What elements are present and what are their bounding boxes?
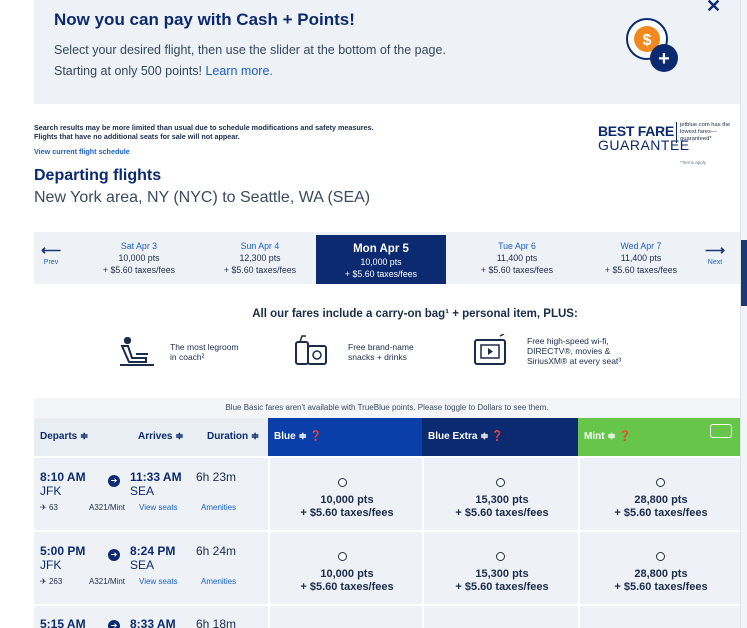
date-option-selected[interactable] — [316, 235, 446, 284]
date-label: Mon Apr 5 — [353, 243, 409, 255]
fare-points: 10,000 pts — [320, 494, 374, 506]
sort-header-group — [34, 418, 268, 456]
bfg-line-1: BEST FARE — [598, 123, 674, 139]
date-fees: + $5.60 taxes/fees — [480, 265, 554, 275]
fare-cell-mint[interactable] — [578, 532, 740, 604]
schedule-notice — [34, 123, 474, 141]
date-fees: + $5.60 taxes/fees — [223, 265, 297, 275]
mint-header-label: Mint ≑ ❓ — [584, 431, 631, 442]
bfg-terms: *Terms apply — [680, 160, 707, 165]
date-selector — [34, 232, 740, 284]
depart-time: 8:10 AM — [40, 470, 86, 484]
close-icon[interactable]: ✕ — [706, 0, 722, 16]
fare-radio[interactable] — [656, 552, 665, 561]
date-label: Tue Apr 6 — [498, 241, 536, 251]
date-pts: 10,000 pts — [360, 257, 402, 267]
plane-icon: ✈ — [40, 577, 47, 586]
fare-points: 15,300 pts — [475, 494, 529, 506]
prev-label: Prev — [43, 259, 59, 266]
fare-price — [270, 568, 424, 594]
flight-number-value: 63 — [48, 503, 58, 512]
side-tab[interactable] — [741, 240, 747, 306]
flight-number — [40, 503, 58, 512]
arrow-right-icon: ⟶ — [704, 242, 726, 258]
aircraft-type: A321/Mint — [89, 577, 126, 586]
notice-line-1: Search results may be more limited than usual due to schedule modifications and safety measures. — [34, 123, 374, 132]
arrive-time: 8:33 AM — [130, 617, 176, 628]
fare-cell-blue-extra[interactable] — [422, 532, 578, 604]
perk-legroom-line-2: in coach² — [170, 352, 205, 362]
flight-number-value: 263 — [48, 577, 63, 586]
fare-fees: + $5.60 taxes/fees — [614, 507, 708, 519]
fare-radio[interactable] — [496, 552, 505, 561]
fare-radio[interactable] — [656, 478, 665, 487]
next-label: Next — [707, 259, 723, 266]
fare-price — [270, 494, 424, 520]
view-seats-link[interactable]: View seats — [139, 503, 178, 512]
date-option[interactable] — [576, 232, 706, 284]
fare-cell-blue[interactable] — [268, 532, 422, 604]
fare-fees: + $5.60 taxes/fees — [300, 507, 394, 519]
arrive-airport: SEA — [130, 558, 155, 572]
depart-airport: JFK — [40, 484, 62, 498]
fare-points: 28,800 pts — [634, 494, 688, 506]
cash-points-icon — [620, 14, 690, 84]
learn-more-link[interactable]: Learn more. — [205, 64, 273, 78]
fare-cell-mint[interactable] — [578, 606, 740, 628]
date-option[interactable] — [74, 232, 204, 284]
amenities-link[interactable]: Amenities — [201, 503, 237, 512]
date-label: Wed Apr 7 — [620, 241, 662, 251]
date-option[interactable] — [452, 232, 582, 284]
depart-airport: JFK — [40, 558, 62, 572]
fare-cell-blue-extra[interactable] — [422, 606, 578, 628]
route-subtitle: New York area, NY (NYC) to Seattle, WA (SEA) — [34, 189, 371, 206]
arrive-time: 8:24 PM — [130, 544, 176, 558]
bfg-side-text: jetblue.com has the lowest fares—guaranteed* — [676, 122, 734, 143]
depart-time: 5:00 PM — [40, 544, 86, 558]
arrive-airport: SEA — [130, 484, 155, 498]
fare-fees: + $5.60 taxes/fees — [455, 581, 549, 593]
flight-row[interactable] — [34, 532, 740, 604]
plane-icon: ✈ — [40, 503, 47, 512]
date-label: Sat Apr 3 — [120, 241, 158, 251]
date-pts: 10,000 pts — [118, 253, 160, 263]
blue-basic-note: Blue Basic fares aren't available with TrueBlue points. Please toggle to Dollars to see them. — [34, 398, 740, 418]
perk-entertainment-line-1: Free high-speed wi-fi, — [527, 336, 609, 346]
flight-row[interactable] — [34, 458, 740, 530]
header-blue-fare[interactable]: Blue ≑ ❓ — [268, 418, 422, 456]
date-fees: + $5.60 taxes/fees — [344, 269, 418, 279]
arrow-right-icon: ➔ — [108, 549, 120, 561]
date-fees: + $5.60 taxes/fees — [102, 265, 176, 275]
date-fees: + $5.60 taxes/fees — [604, 265, 678, 275]
fare-cell-blue-extra[interactable] — [422, 458, 578, 530]
date-pts: 12,300 pts — [239, 253, 281, 263]
view-schedule-link[interactable]: View current flight schedule — [34, 147, 130, 156]
fare-points: 15,300 pts — [475, 568, 529, 580]
arrive-time: 11:33 AM — [130, 470, 182, 484]
fare-price — [424, 494, 580, 520]
duration: 6h 24m — [196, 544, 237, 558]
aircraft-type: A321/Mint — [89, 503, 126, 512]
mint-suite-icon — [710, 424, 732, 438]
fare-points: 28,800 pts — [634, 568, 688, 580]
bfg-line-2: GUARANTEE — [598, 137, 690, 153]
promo-line-2-text: Starting at only 500 points! — [54, 64, 206, 78]
date-option[interactable] — [195, 232, 325, 284]
fare-fees: + $5.60 taxes/fees — [614, 581, 708, 593]
promo-title: Now you can pay with Cash + Points! — [54, 10, 355, 29]
sort-arrives[interactable]: Arrives ≑ — [138, 431, 184, 442]
header-blue-extra-fare[interactable]: Blue Extra ≑ ❓ — [422, 418, 578, 456]
promo-banner — [34, 0, 740, 104]
promo-text — [54, 40, 574, 82]
flight-number — [40, 577, 62, 586]
fare-radio[interactable] — [338, 478, 347, 487]
arrow-right-icon: ➔ — [108, 620, 120, 628]
fare-cell-blue[interactable] — [268, 458, 422, 530]
prev-date-button[interactable] — [36, 242, 66, 266]
view-seats-link[interactable]: View seats — [139, 577, 178, 586]
sort-duration[interactable]: Duration ≑ — [207, 431, 260, 442]
arrow-right-icon: ➔ — [108, 475, 120, 487]
flight-row[interactable] — [34, 606, 740, 628]
fare-radio[interactable] — [338, 552, 347, 561]
plus-symbol: + — [658, 48, 670, 70]
fares-include-heading: All our fares include a carry-on bag¹ + personal item, PLUS: — [252, 308, 578, 320]
perk-legroom — [170, 342, 239, 362]
perk-snacks-line-2: snacks + drinks — [348, 352, 407, 362]
page-title: Departing flights — [34, 167, 162, 184]
promo-line-2 — [54, 61, 574, 82]
header-mint-fare[interactable] — [578, 418, 740, 456]
date-pts: 11,400 pts — [620, 253, 662, 263]
fare-price — [424, 568, 580, 594]
fare-fees: + $5.60 taxes/fees — [455, 507, 549, 519]
snacks-icon — [292, 334, 332, 370]
dollar-symbol: $ — [642, 32, 652, 49]
perk-entertainment-line-2: DIRECTV®, movies & — [527, 346, 611, 356]
screen-icon — [472, 334, 512, 370]
promo-line-1: Select your desired flight, then use the slider at the bottom of the page. — [54, 43, 446, 57]
sort-departs[interactable]: Departs ≑ — [40, 431, 89, 442]
notice-line-2: Flights that have no additional seats for sale will not appear. — [34, 132, 240, 141]
duration: 6h 23m — [196, 470, 237, 484]
duration: 6h 18m — [196, 617, 237, 628]
perk-legroom-line-1: The most legroom — [170, 342, 239, 352]
perk-snacks — [348, 342, 414, 362]
seat-icon — [118, 334, 158, 370]
fare-cell-blue[interactable] — [268, 606, 422, 628]
depart-time: 5:15 AM — [40, 617, 86, 628]
fare-fees: + $5.60 taxes/fees — [300, 581, 394, 593]
next-date-button[interactable] — [700, 242, 730, 266]
fare-cell-mint[interactable] — [578, 458, 740, 530]
fare-points: 10,000 pts — [320, 568, 374, 580]
fare-price — [580, 568, 742, 594]
fare-price — [580, 494, 742, 520]
perk-entertainment-line-3: SiriusXM® at every seat³ — [527, 356, 622, 366]
arrow-left-icon: ⟵ — [40, 242, 62, 258]
fare-radio[interactable] — [496, 478, 505, 487]
perk-entertainment — [527, 336, 621, 366]
scroll-edge — [740, 0, 747, 628]
amenities-link[interactable]: Amenities — [201, 577, 237, 586]
date-pts: 11,400 pts — [496, 253, 538, 263]
date-label: Sun Apr 4 — [240, 241, 280, 251]
perk-snacks-line-1: Free brand-name — [348, 342, 414, 352]
